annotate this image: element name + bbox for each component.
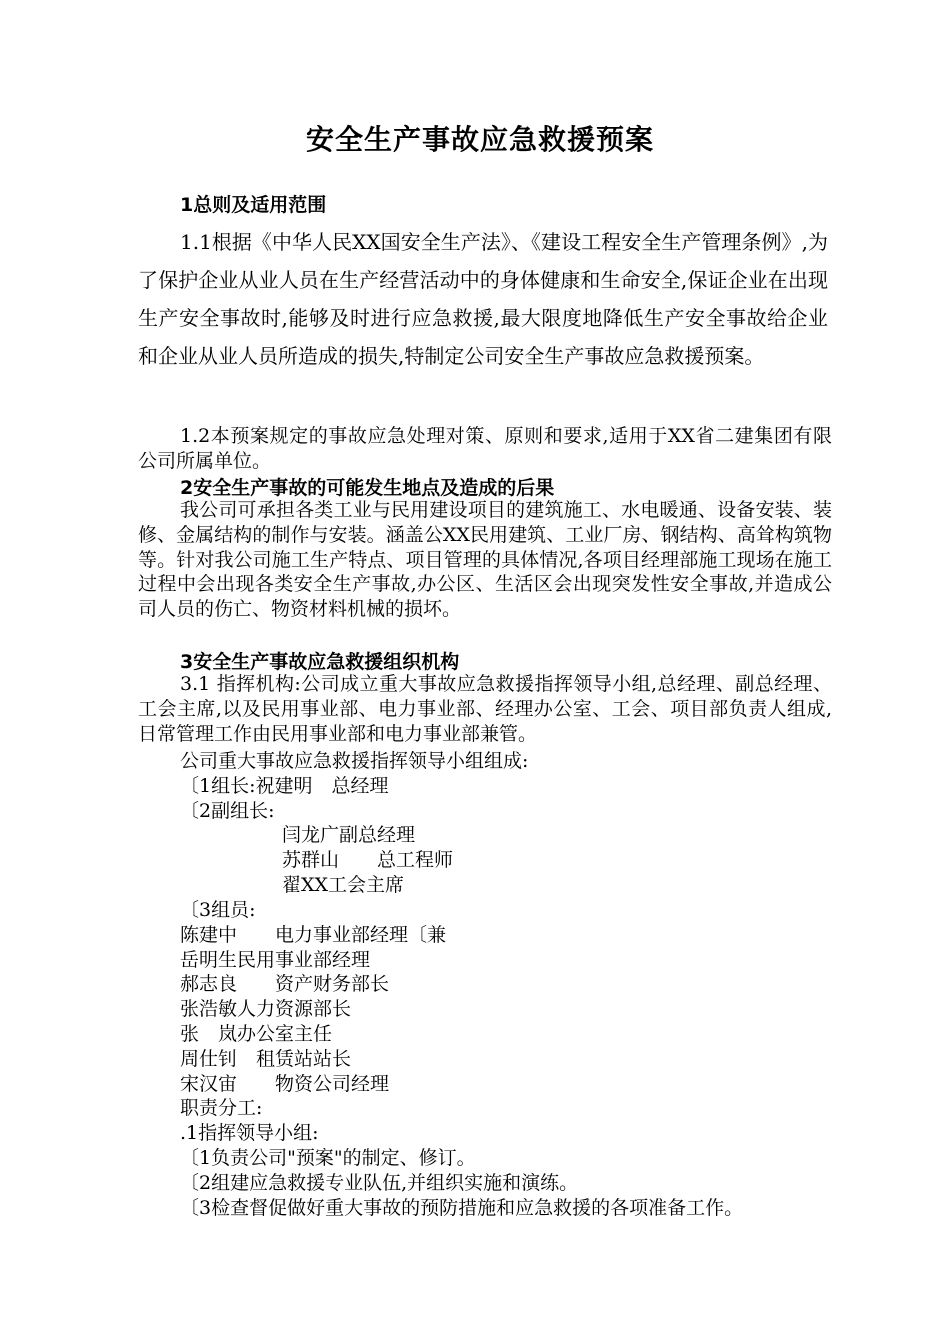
member-line: 岳明生民用事业部经理 (180, 949, 371, 971)
member-line: 陈建中 电力事业部经理〔兼 (180, 924, 447, 946)
leadership-group-intro: 公司重大事故应急救援指挥领导小组组成: (180, 750, 529, 772)
member-line: 张浩敏人力资源部长 (180, 998, 352, 1020)
member-line: 宋汉宙 物资公司经理 (180, 1073, 390, 1095)
deputy-leader-label: 〔2副组长: (180, 800, 275, 822)
deputy-leader-line: 翟XX工会主席 (282, 874, 405, 896)
duty-item: 〔3检查督促做好重大事故的预防措施和应急救援的各项准备工作。 (180, 1197, 744, 1219)
duties-subheading: .1指挥领导小组: (180, 1122, 319, 1144)
deputy-leader-line: 苏群山 总工程师 (282, 849, 454, 871)
duty-item: 〔2组建应急救援专业队伍,并组织实施和演练。 (180, 1172, 579, 1194)
members-label: 〔3组员: (180, 899, 256, 921)
section-3-heading: 3安全生产事故应急救援组织机构 (180, 651, 460, 673)
member-line: 郝志良 资产财务部长 (180, 973, 390, 995)
section-1-paragraph-2: 1.2本预案规定的事故应急处理对策、原则和要求,适用于XX省二建集团有限公司所属单位。 (138, 425, 832, 472)
section-2-paragraph-1: 我公司可承担各类工业与民用建设项目的建筑施工、水电暖通、设备安装、装修、金属结构的制作与安装。涵盖公XX民用建筑、工业厂房、钢结构、高耸构筑物等。针对我公司施工生产特点、项目管理的具体情况,各项目经理部施工现场在施工过程中会出现各类安全生产事故,办公区、生活区会出现突发性安全事故,并造成公司人员的伤亡、物资材料机械的损坏。 (138, 499, 832, 621)
duties-label: 职责分工: (180, 1097, 263, 1119)
section-2-heading: 2安全生产事故的可能发生地点及造成的后果 (180, 477, 555, 499)
duty-item: 〔1负责公司"预案"的制定、修订。 (180, 1147, 476, 1169)
member-line: 周仕钊 租赁站站长 (180, 1048, 352, 1070)
leader-line: 〔1组长:祝建明 总经理 (180, 775, 389, 797)
section-1-paragraph-1: 1.1根据《中华人民XX国安全生产法》、《建设工程安全生产管理条例》,为了保护企业从业人员在生产经营活动中的身体健康和生命安全,保证企业在出现生产安全事故时,能够及时进行应急救援,最大限度地降低生产安全事故给企业和企业从业人员所造成的损失,特制定公司安全生产事故应急救援预案。 (138, 230, 828, 368)
section-3-paragraph-1: 3.1 指挥机构:公司成立重大事故应急救援指挥领导小组,总经理、副总经理、工会主席,以及民用事业部、电力事业部、经理办公室、工会、项目部负责人组成,日常管理工作由民用事业部和电力事业部兼管。 (138, 673, 832, 745)
deputy-leader-line: 闫龙广副总经理 (282, 824, 416, 846)
document-title: 安全生产事故应急救援预案 (305, 123, 654, 156)
section-1-heading: 1总则及适用范围 (180, 194, 327, 216)
member-line: 张 岚办公室主任 (180, 1023, 333, 1045)
